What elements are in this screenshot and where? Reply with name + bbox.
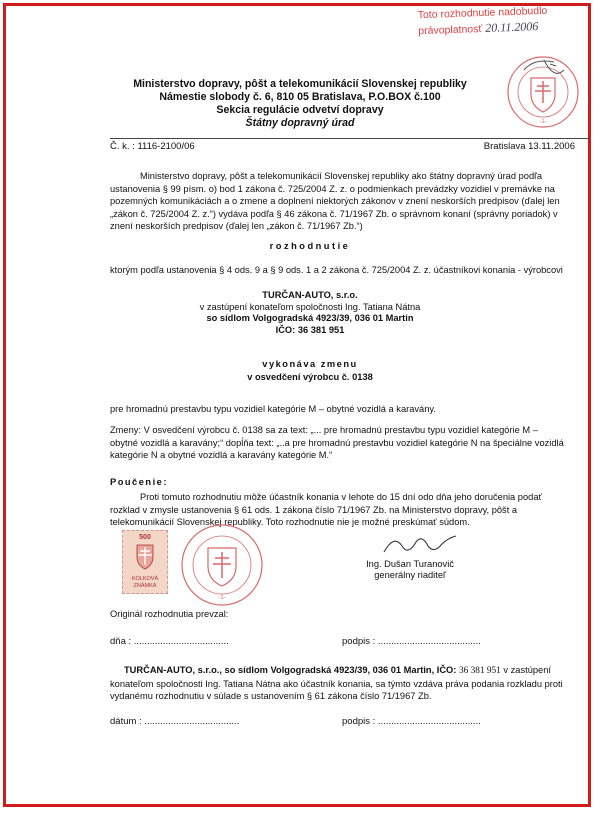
legal-effect-stamp (417, 4, 548, 40)
action-subtitle: v osvedčení výrobcu č. 0138 (247, 371, 373, 382)
fee-stamp-text2: ZNÁMKA (133, 583, 157, 589)
fee-stamp-value: 500 (139, 534, 151, 541)
place-date: Bratislava 13.11.2006 (483, 141, 575, 152)
fee-stamp-text1: KOLKOVÁ (131, 576, 159, 582)
signatory-block (340, 559, 480, 581)
company-name: TURČAN-AUTO, s.r.o. (262, 290, 358, 300)
intro-paragraph: Ministerstvo dopravy, pôšt a telekomunikácií Slovenskej republiky ako štátny dopravný úrad podľa ustanovenia § 99 písm. o) bod 1 zákona č. 725/2004 Z. z. o podmienkach prevádzky vozidiel v premávke na pozemných komunikáciách a o zmene a doplnení niektorých zákonov v znení neskorších predpisov (ďalej len „zákon č. 725/2004 Z. z.“) vydáva podľa § 46 zákona č. 71/1967 Zb. o správnom konaní (správny poriadok) v znení neskorších predpisov (ďalej len „zákon č. 71/1967 Zb.“) (110, 171, 560, 231)
stamp-label: právoplatnosť (418, 23, 483, 38)
date-field-2: dátum : .................................... (110, 716, 240, 727)
letterhead (0, 78, 600, 130)
section-name: Sekcia regulácie odvetví dopravy (216, 104, 384, 116)
office-name: Štátny dopravný úrad (245, 117, 355, 129)
company-representative: v zastúpení konateľom spoločnosti Ing. Tatiana Nátna (199, 301, 421, 312)
waiver-paragraph (110, 664, 566, 703)
decision-heading: rozhodnutie (269, 241, 351, 251)
action-title: vykonáva zmenu (262, 359, 358, 369)
signatory-name: Ing. Dušan Turanovič (366, 559, 454, 569)
case-number: Č. k. : 1116-2100/06 (110, 141, 195, 152)
ministry-name: Ministerstvo dopravy, pôšt a telekomunikácií Slovenskej republiky (133, 78, 467, 90)
date-field-1: dňa : .................................... (110, 636, 229, 647)
instruction-paragraph: Proti tomuto rozhodnutiu môže účastník konania v lehote do 15 dní odo dňa jeho doručenia podať rozklad v zmysle ustanovenia § 61 ods. 1 zákona číslo 71/1967 Zb. na Ministerstvo dopravy, pôšt a telekomunikácií Slovenskej republiky. Toto rozhodnutie nie je možné preskúmať súdom. (110, 492, 542, 527)
action-block (0, 358, 600, 383)
purpose-line: pre hromadnú prestavbu typu vozidiel kategórie M – obytné vozidlá a karavány. (110, 404, 436, 414)
fee-stamp (122, 530, 168, 594)
instruction-title: Poučenie: (110, 477, 168, 487)
signatory-title: generálny riaditeľ (374, 570, 446, 580)
ministry-address: Námestie slobody č. 6, 810 05 Bratislava, P.O.BOX č.100 (159, 91, 441, 103)
company-seat: so sídlom Volgogradská 4923/39, 036 01 Martin (206, 313, 414, 323)
participant-intro: ktorým podľa ustanovenia § 4 ods. 9 a § 9 ods. 1 a 2 zákona č. 725/2004 Z. z. účastníkovi konania - výrobcovi (110, 265, 563, 275)
waiver-text: v zastúpení konateľom spoločnosti Ing. Tatiana Nátna ako účastník konania, sa týmto vzdáva práva podania rozkladu proti vydanému rozhodnutiu v súlade s ustanovením § 61 zákona číslo 71/1967 Zb. (110, 665, 563, 701)
reference-line (110, 141, 575, 152)
original-taken-label: Originál rozhodnutia prevzal: (110, 609, 229, 619)
stamp-line1: Toto rozhodnutie nadobudlo (417, 4, 548, 22)
header-divider (110, 138, 590, 139)
company-block (0, 290, 600, 336)
office-seal-icon (176, 520, 268, 610)
waiver-company: TURČAN-AUTO, s.r.o., so sídlom Volgogradská 4923/39, 036 01 Martin, IČO: (124, 665, 457, 675)
svg-text:-1-: -1- (218, 595, 226, 601)
change-paragraph: Zmeny: V osvedčení výrobcu č. 0138 sa za text: „... pre hromadnú prestavbu typu vozidiel kategórie M – obytné vozidlá a karavány;“ dopĺňa text: „..a pre hromadnú prestavbu vozidiel kategórie N na špeciálne vozidlá kategórie N a obytné vozidlá a karavány kategórie M.“ (110, 425, 564, 460)
signature-field-2: podpis : ....................................... (342, 716, 481, 727)
signature-scribble (380, 530, 460, 560)
company-ico: IČO: 36 381 951 (275, 324, 345, 335)
stamp-date: 20.11.2006 (484, 19, 539, 35)
double-cross-icon (123, 541, 167, 571)
waiver-ico: 36 381 951 (458, 666, 501, 676)
signature-field-1: podpis : ....................................... (342, 636, 481, 647)
seal-number: -1- (539, 119, 547, 125)
